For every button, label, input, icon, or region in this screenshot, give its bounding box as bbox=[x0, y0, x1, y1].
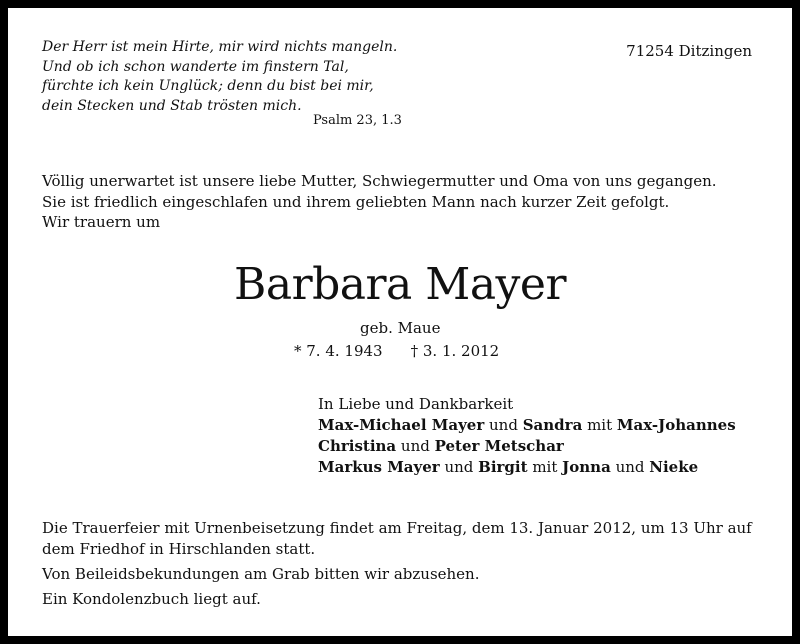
intro-line: Völlig unerwartet ist unsere liebe Mutter, Schwiegermutter und Oma von uns gegangen. bbox=[42, 172, 717, 190]
connector: und bbox=[396, 437, 435, 455]
mourner-name: Markus Mayer bbox=[318, 458, 440, 476]
death-date: † 3. 1. 2012 bbox=[410, 342, 500, 360]
ceremony-info-line: dem Friedhof in Hirschlanden statt. bbox=[42, 540, 316, 558]
mourner-name: Max-Michael Mayer bbox=[318, 416, 485, 434]
ceremony-info-line: Die Trauerfeier mit Urnenbeisetzung findet am Freitag, dem 13. Januar 2012, um 13 Uhr auf bbox=[42, 519, 752, 537]
mourner-name: Christina bbox=[318, 437, 397, 455]
mourner-name: Sandra bbox=[522, 416, 583, 434]
mourners-line bbox=[318, 415, 736, 436]
psalm-line: Und ob ich schon wanderte im finstern Tal, bbox=[42, 58, 349, 75]
birth-date: * 7. 4. 1943 bbox=[294, 342, 383, 360]
mourner-name: Jonna bbox=[562, 458, 611, 476]
mourners-line bbox=[318, 457, 736, 478]
connector: mit bbox=[527, 458, 563, 476]
condolence-book-note: Ein Kondolenzbuch liegt auf. bbox=[42, 590, 261, 608]
psalm-line: dein Stecken und Stab trösten mich. bbox=[42, 97, 302, 114]
deceased-name: Barbara Mayer bbox=[234, 259, 566, 310]
maiden-name: geb. Maue bbox=[360, 319, 441, 337]
connector: und bbox=[439, 458, 479, 476]
mourner-name: Birgit bbox=[478, 458, 528, 476]
closing-text bbox=[42, 518, 752, 610]
condolence-note: Von Beileidsbekundungen am Grab bitten wir abzusehen. bbox=[42, 565, 480, 583]
psalm-reference: Psalm 23, 1.3 bbox=[313, 113, 402, 128]
mourners bbox=[318, 394, 736, 478]
mourners-intro: In Liebe und Dankbarkeit bbox=[318, 395, 514, 413]
psalm-line: Der Herr ist mein Hirte, mir wird nichts mangeln. bbox=[42, 39, 398, 55]
psalm-line: fürchte ich kein Unglück; denn du bist bei mir, bbox=[42, 78, 374, 94]
mourner-name: Nieke bbox=[649, 458, 699, 476]
psalm-quote bbox=[42, 38, 397, 116]
connector: und bbox=[610, 458, 650, 476]
mourners-line bbox=[318, 436, 736, 457]
intro-line: Sie ist friedlich eingeschlafen und ihrem geliebten Mann nach kurzer Zeit gefolgt. bbox=[42, 192, 670, 211]
intro-text bbox=[42, 171, 717, 233]
life-dates bbox=[294, 342, 499, 360]
connector: mit bbox=[582, 416, 617, 434]
connector: und bbox=[484, 416, 523, 434]
intro-line: Wir trauern um bbox=[42, 213, 161, 231]
mourner-name: Max-Johannes bbox=[616, 416, 736, 434]
mourner-name: Peter Metschar bbox=[434, 437, 564, 455]
location: 71254 Ditzingen bbox=[626, 42, 752, 60]
